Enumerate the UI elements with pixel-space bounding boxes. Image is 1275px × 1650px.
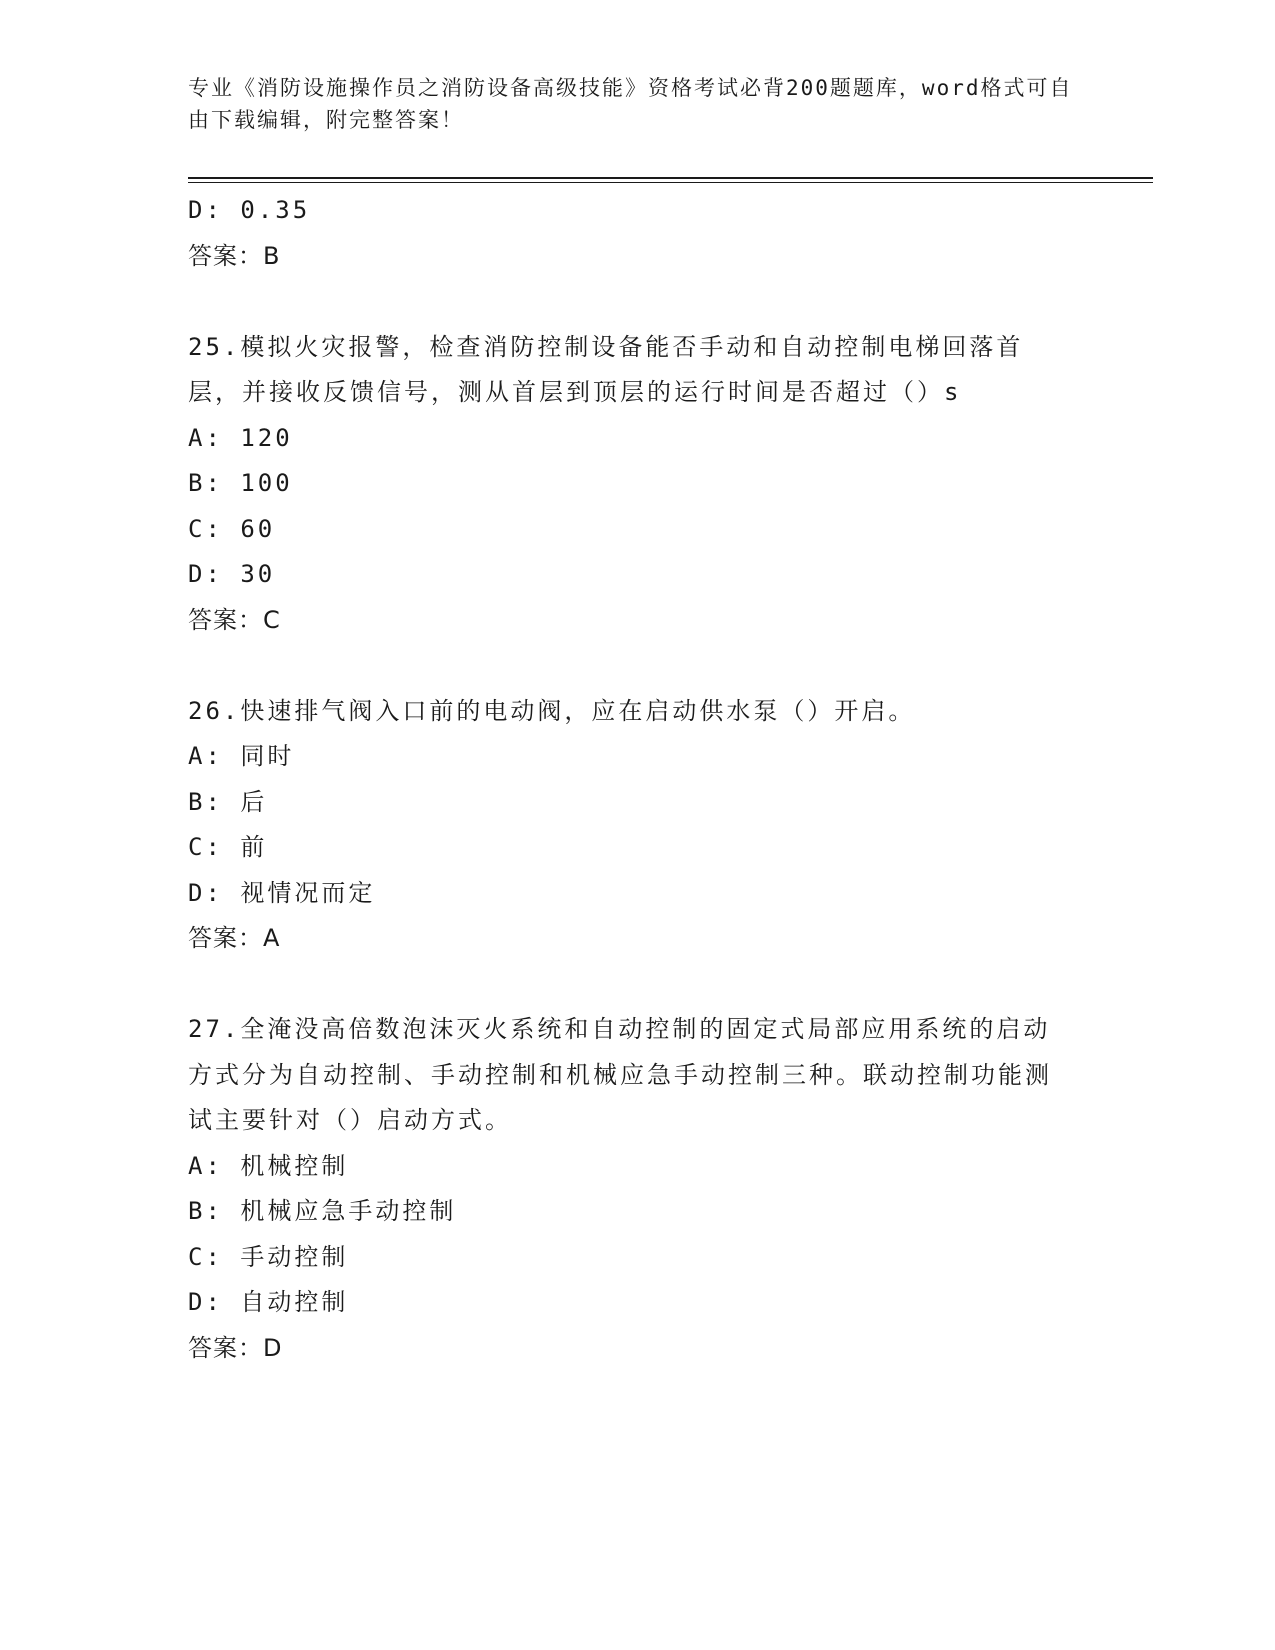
option-d: D: 自动控制 (188, 1288, 349, 1316)
header-divider-thick (188, 177, 1153, 179)
question-list (188, 188, 1068, 1371)
answer-line: 答案：A (188, 924, 281, 952)
option-c: C: 手动控制 (188, 1242, 349, 1271)
option-d: D: 视情况而定 (188, 878, 376, 907)
option-a: A: 机械控制 (188, 1151, 349, 1180)
question-stem: 25.模拟火灾报警，检查消防控制设备能否手动和自动控制电梯回落首层，并接收反馈信号，测从首层到顶层的运行时间是否超过（）s (188, 332, 1024, 406)
question-26 (188, 689, 1068, 962)
option-a: A: 同时 (188, 742, 295, 770)
previous-question-tail (188, 188, 1068, 279)
option-d: D: 0.35 (188, 196, 311, 224)
header-divider-thin (188, 182, 1153, 183)
option-c: C: 前 (188, 833, 268, 861)
option-c: C: 60 (188, 514, 276, 543)
question-stem: 27.全淹没高倍数泡沫灭火系统和自动控制的固定式局部应用系统的启动方式分为自动控制、手动控制和机械应急手动控制三种。联动控制功能测试主要针对（）启动方式。 (188, 1015, 1052, 1134)
question-27 (188, 1007, 1068, 1371)
answer-line: 答案：C (188, 605, 281, 634)
answer-line: 答案：B (188, 241, 281, 270)
answer-line: 答案：D (188, 1333, 283, 1362)
option-b: B: 后 (188, 787, 268, 816)
document-header: 专业《消防设施操作员之消防设备高级技能》资格考试必背200题题库，word格式可自由下载编辑，附完整答案！ (188, 76, 1073, 132)
option-a: A: 120 (188, 423, 293, 452)
option-b: B: 100 (188, 469, 293, 497)
question-stem: 26.快速排气阀入口前的电动阀，应在启动供水泵（）开启。 (188, 696, 916, 725)
option-d: D: 30 (188, 560, 276, 588)
question-25 (188, 325, 1068, 644)
option-b: B: 机械应急手动控制 (188, 1197, 457, 1225)
